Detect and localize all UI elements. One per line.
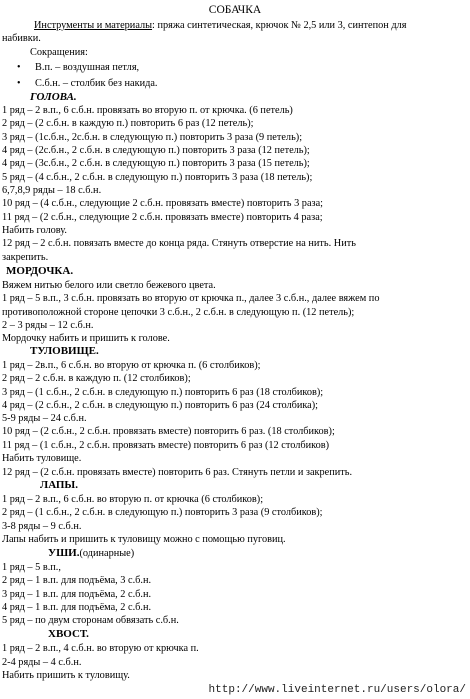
pattern-row: Набить пришить к туловищу.: [2, 670, 130, 681]
pattern-row: противоположной стороне цепочки 3 с.б.н., 2 с.б.н. в следующую п. (12 петель);: [2, 307, 355, 318]
materials-label: Инструменты и материалы: [34, 20, 153, 31]
pattern-row: 12 ряд – (2 с.б.н. провязать вместе) повторить 6 раз. Стянуть петли и закрепить.: [2, 467, 353, 478]
page-title: СОБАЧКА: [208, 4, 262, 16]
pattern-row: 5-9 ряды – 24 с.б.н.: [2, 413, 87, 424]
pattern-row: 2 ряд – (2 с.б.н. в каждую п.) повторить 6 раз (12 петель);: [2, 118, 254, 129]
pattern-row: 3 ряд – (1 с.б.н., 2 с.б.н. в следующую п.) повторить 6 раз (18 столбиков);: [2, 387, 324, 398]
section-title-head: ГОЛОВА.: [30, 91, 77, 103]
bullet-icon: •: [17, 62, 21, 73]
pattern-row: 1 ряд – 5 в.п.,: [2, 562, 61, 573]
pattern-row: 3 ряд – (1с.б.н., 2с.б.н. в следующую п.) повторить 3 раза (9 петель);: [2, 132, 303, 143]
pattern-row: закрепить.: [2, 252, 49, 263]
ears-heading: [48, 547, 134, 560]
section-title-tail: ХВОСТ.: [48, 628, 89, 640]
pattern-row: 4 ряд – (2с.б.н., 2 с.б.н. в следующую п.) повторить 3 раза (12 петель);: [2, 145, 310, 156]
ears-note: (одинарные): [79, 548, 135, 559]
pattern-row: Набить голову.: [2, 225, 67, 236]
pattern-row: 4 ряд – 1 в.п. для подъёма, 2 с.б.н.: [2, 602, 152, 613]
pattern-row: 5 ряд – по двум сторонам обвязать с.б.н.: [2, 615, 179, 626]
pattern-row: Мордочку набить и пришить к голове.: [2, 333, 170, 344]
pattern-row: 2 ряд – (1 с.б.н., 2 с.б.н. в следующую п.) повторить 3 раза (9 столбиков);: [2, 507, 323, 518]
materials-line: [34, 19, 406, 32]
pattern-row: 3-8 ряды – 9 с.б.н.: [2, 521, 82, 532]
pattern-row: 2 – 3 ряды – 12 с.б.н.: [2, 320, 94, 331]
pattern-row: 4 ряд – (3с.б.н., 2 с.б.н. в следующую п.) повторить 3 раза (15 петель);: [2, 158, 310, 169]
abbreviations-heading: Сокращения:: [30, 47, 88, 58]
materials-text: : пряжа синтетическая, крючок № 2,5 или 3, синтепон для: [152, 20, 407, 31]
pattern-row: 4 ряд – (2 с.б.н., 2 с.б.н. в следующую п.) повторить 6 раз (24 столбика);: [2, 400, 319, 411]
pattern-row: 5 ряд – (4 с.б.н., 2 с.б.н. в следующую п.) повторить 3 раза (18 петель);: [2, 172, 313, 183]
section-title-muzzle: МОРДОЧКА.: [6, 265, 74, 277]
section-title-paws: ЛАПЫ.: [40, 479, 78, 491]
pattern-row: 11 ряд – (1 с.б.н., 2 с.б.н. провязать вместе) повторить 6 раз (12 столбиков): [2, 440, 330, 451]
pattern-row: 2 ряд – 2 с.б.н. в каждую п. (12 столбиков);: [2, 373, 191, 384]
pattern-row: 1 ряд – 2 в.п., 6 с.б.н. провязать во вторую п. от крючка. (6 петель): [2, 105, 293, 116]
source-watermark: http://www.liveinternet.ru/users/olora/: [208, 683, 466, 696]
pattern-row: 10 ряд – (2 с.б.н., 2 с.б.н. провязать вместе) повторить 6 раз. (18 столбиков);: [2, 426, 335, 437]
abbreviation-item: С.б.н. – столбик без накида.: [35, 78, 158, 89]
materials-continuation: набивки.: [2, 33, 41, 44]
section-title-ears: УШИ.: [48, 547, 80, 559]
pattern-row: 10 ряд – (4 с.б.н., следующие 2 с.б.н. провязать вместе) повторить 3 раза;: [2, 198, 324, 209]
pattern-row: 2-4 ряды – 4 с.б.н.: [2, 657, 82, 668]
pattern-row: 1 ряд – 2 в.п., 6 с.б.н. во вторую п. от крючка (6 столбиков);: [2, 494, 264, 505]
pattern-row: Лапы набить и пришить к туловищу можно с помощью пуговиц.: [2, 534, 286, 545]
pattern-row: 1 ряд – 2в.п., 6 с.б.н. во вторую от крючка п. (6 столбиков);: [2, 360, 261, 371]
section-title-body: ТУЛОВИЩЕ.: [30, 345, 99, 357]
bullet-icon: •: [17, 78, 21, 89]
pattern-row: 11 ряд – (2 с.б.н., следующие 2 с.б.н. провязать вместе) повторить 4 раза;: [2, 212, 323, 223]
abbreviation-item: В.п. – воздушная петля,: [35, 62, 140, 73]
pattern-row: 12 ряд – 2 с.б.н. повязать вместе до конца ряда. Стянуть отверстие на нить. Нить: [2, 238, 356, 249]
pattern-row: 6,7,8,9 ряды – 18 с.б.н.: [2, 185, 102, 196]
pattern-row: Вяжем нитью белого или светло бежевого цвета.: [2, 280, 216, 291]
pattern-row: Набить туловище.: [2, 453, 82, 464]
pattern-row: 2 ряд – 1 в.п. для подъёма, 3 с.б.н.: [2, 575, 152, 586]
pattern-row: 3 ряд – 1 в.п. для подъёма, 2 с.б.н.: [2, 589, 152, 600]
pattern-row: 1 ряд – 5 в.п., 3 с.б.н. провязать во вторую от крючка п., далее 3 с.б.н., далее вяжем по: [2, 293, 380, 304]
pattern-row: 1 ряд – 2 в.п., 4 с.б.н. во вторую от крючка п.: [2, 643, 199, 654]
